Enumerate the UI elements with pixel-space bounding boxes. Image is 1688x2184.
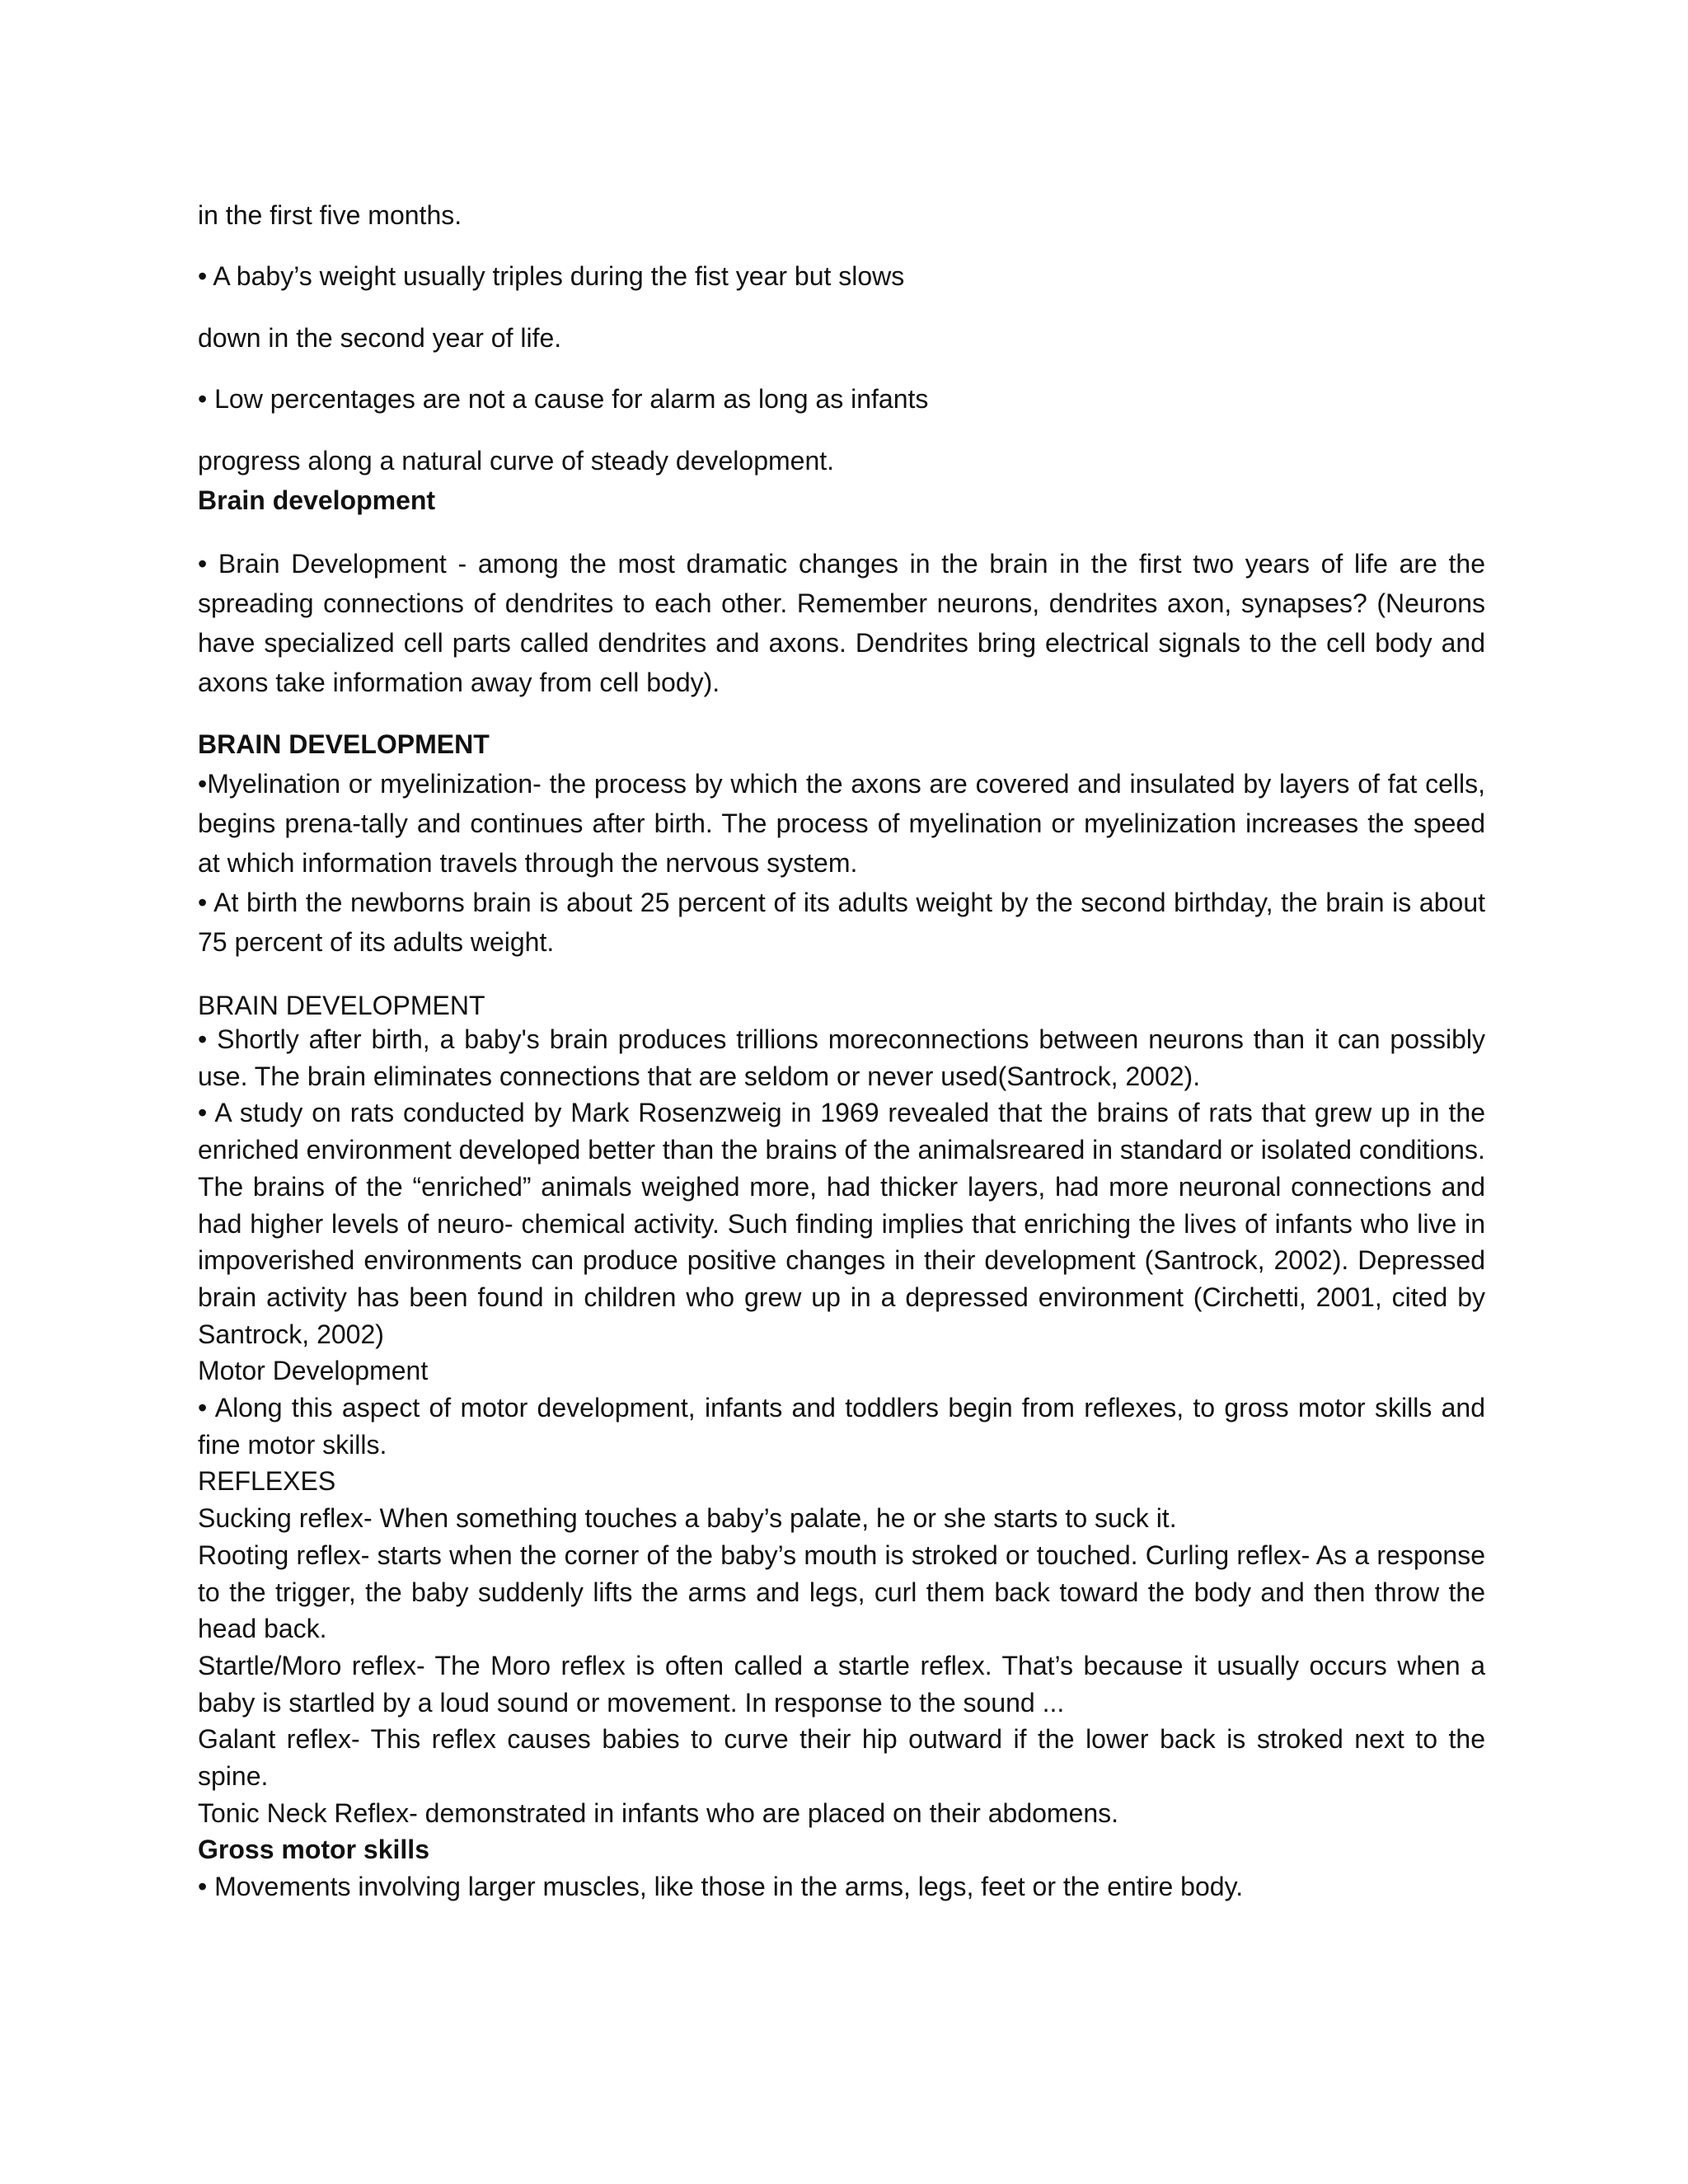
motor-development-heading: Motor Development (198, 1356, 429, 1386)
startle-reflex-paragraph: Startle/Moro reflex- The Moro reflex is often called a startle reflex. That’s because it usually occurs when a baby is startled by a loud sound or movement. In response to the sound ... (198, 1650, 1485, 1718)
enriched-animals-paragraph: The brains of the “enriched” animals weighed more, had thicker layers, had more neuronal connections and had higher levels of neuro- chemical activity. Such finding implies that enriching the lives of infants who live in impoverished environments can produce positive changes in their development (Santrock, 2002). Depressed brain activity has been found in children who grew up in a depressed environment (Circhetti, 2001, cited by Santrock, 2002) (198, 1171, 1485, 1349)
intro-line-5: progress along a natural curve of steady development. (198, 446, 835, 476)
intro-line-1: in the first five months. (198, 200, 462, 230)
tonic-neck-reflex-paragraph: Tonic Neck Reflex- demonstrated in infants who are placed on their abdomens. (198, 1797, 1119, 1828)
rooting-reflex-paragraph: Rooting reflex- starts when the corner of the baby’s mouth is stroked or touched. Curling reflex- As a response to the trigger, the baby suddenly lifts the arms and legs, curl them back toward the body and then throw the head back. (198, 1540, 1485, 1644)
synapse-paragraph: • Shortly after birth, a baby's brain produces trillions moreconnections between neurons than it can possibly use. The brain eliminates connections that are seldom or never used(Santrock, 2002). (198, 1024, 1485, 1091)
brain-development-heading-3: BRAIN DEVELOPMENT (198, 991, 485, 1020)
brain-development-section-3 (198, 1021, 1485, 1905)
motor-development-paragraph: • Along this aspect of motor development, infants and toddlers begin from reflexes, to gross motor skills and fine motor skills. (198, 1393, 1485, 1460)
rat-study-paragraph: • A study on rats conducted by Mark Rosenzweig in 1969 revealed that the brains of rats that grew up in the enriched environment developed better than the brains of the animalsreared in standard or isolated conditions. (198, 1098, 1485, 1165)
intro-line-3: down in the second year of life. (198, 323, 562, 353)
myelination-paragraph: •Myelination or myelinization- the process by which the axons are covered and insulated by layers of fat cells, begins prena-tally and continues after birth. The process of myelination or myelinization increases the speed at which information travels through the nervous system. (198, 769, 1485, 878)
gross-motor-skills-paragraph: • Movements involving larger muscles, like those in the arms, legs, feet or the entire body. (198, 1872, 1244, 1902)
gross-motor-skills-heading: Gross motor skills (198, 1835, 429, 1865)
sucking-reflex-paragraph: Sucking reflex- When something touches a baby’s palate, he or she starts to suck it. (198, 1503, 1177, 1534)
brain-development-heading: Brain development (198, 485, 436, 515)
brain-development-section-2 (198, 764, 1485, 962)
brain-weight-paragraph: • At birth the newborns brain is about 25 percent of its adults weight by the second birthday, the brain is about 75 percent of its adults weight. (198, 888, 1485, 957)
brain-development-paragraph: • Brain Development - among the most dramatic changes in the brain in the first two years of life are the spreading connections of dendrites to each other. Remember neurons, dendrites axon, synapses? (Neurons have specialized cell parts called dendrites and axons. Dendrites bring electrical signals to the cell body and axons take information away from cell body). (198, 549, 1485, 697)
reflexes-heading: REFLEXES (198, 1466, 336, 1497)
intro-line-2: • A baby’s weight usually triples during the fist year but slows (198, 261, 905, 291)
galant-reflex-paragraph: Galant reflex- This reflex causes babies to curve their hip outward if the lower back is stroked next to the spine. (198, 1724, 1485, 1792)
intro-line-4: • Low percentages are not a cause for alarm as long as infants (198, 384, 929, 414)
brain-development-heading-2: BRAIN DEVELOPMENT (198, 729, 490, 759)
